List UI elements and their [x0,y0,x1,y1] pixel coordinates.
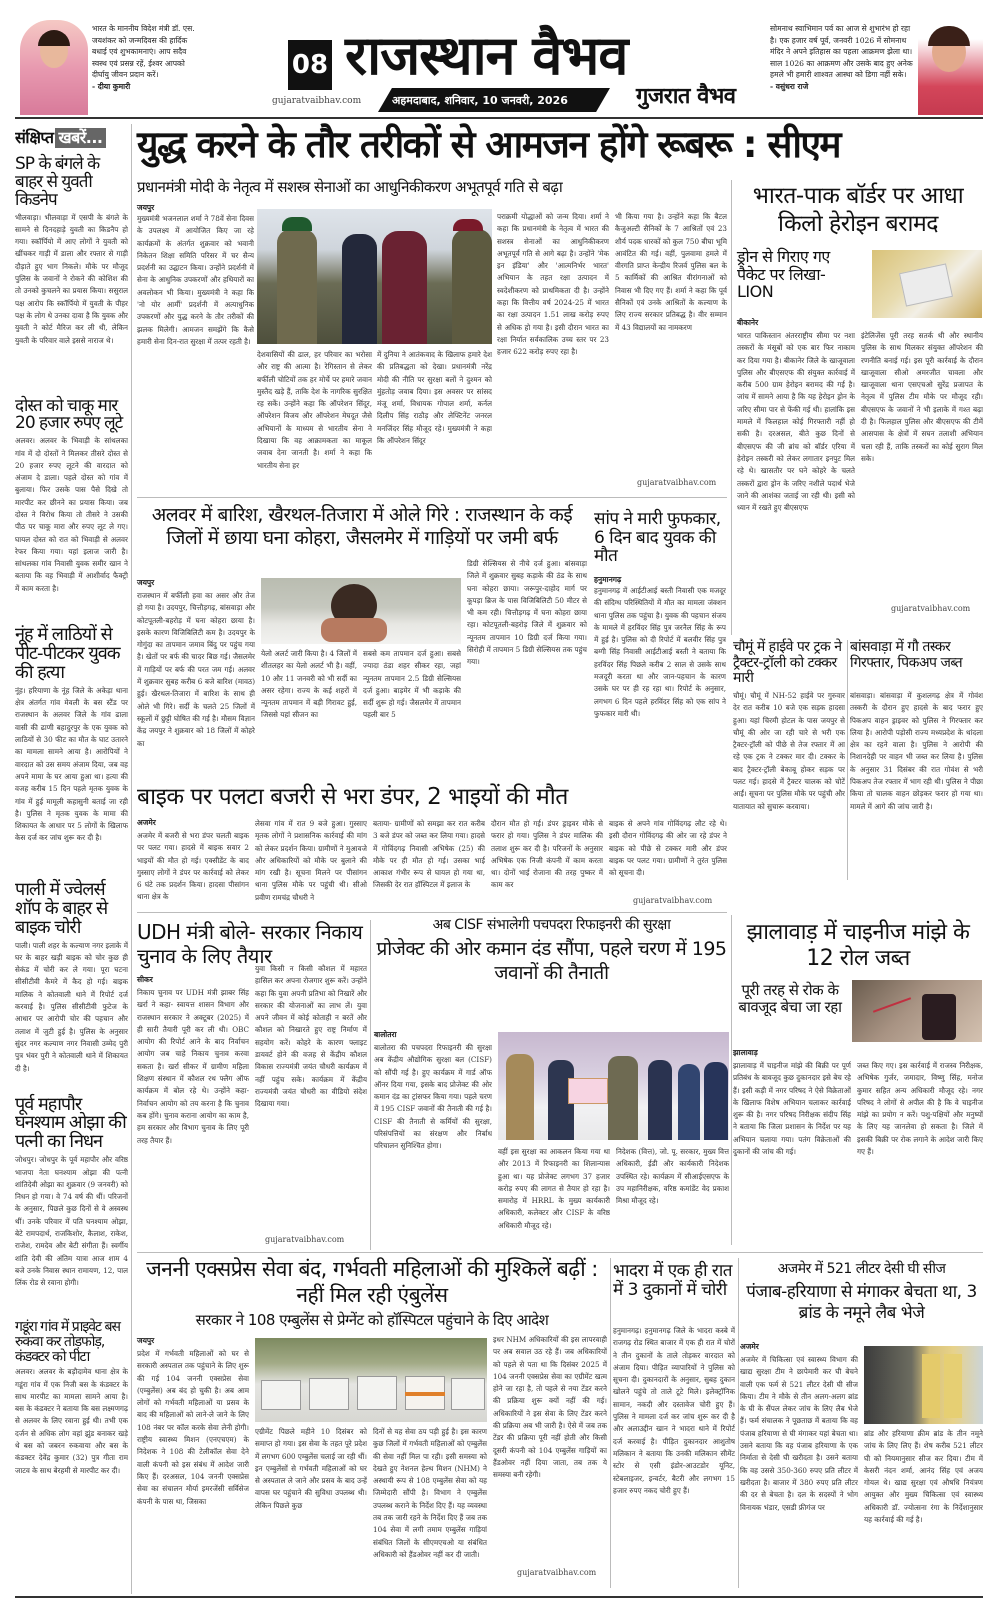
brief-body: अलवर। अलवर के भिवाड़ी के सांथलका गांव में दो दोस्तों ने मिलकर तीसरे दोस्त से 20 हजार रुपए लूटने की वारदात को अंजाम दे डाला। पहले दोस्त को गांव में बुलाया। फिर उसके पास पैसे दिखे तो मारपीट कर छीनने का प्रयास किया। जब दोस्त ने विरोध किया तो तीसरे ने उसकी पीठ पर चाकू मारा और रुपए लूट ले गए। घायल दोस्त को रात को भिवाड़ी से अलवर रेफर किया गया। यहां इलाज जारी है। सांथलका गांव निवासी युवक समीर खान ने बताया कि वह भिवाड़ी में आशीर्वाद फैक्ट्री में काम करता है। [15,436,128,593]
border-dateline: बीकानेर [737,318,759,327]
jhalawar-headline[interactable]: झालावाड़ में चाइनीज मांझे के 12 रोल जब्त [746,920,970,972]
issue-date: अहमदाबाद, शनिवार, 10 जनवरी, 2026 [392,94,568,107]
lead-col-5: भी किया गया है। उन्होंने कहा कि बैटल कैजुअल्टी सैनिकों के 7 आश्रितों एवं 23 शौर्य पदक धारकों को कुल 750 बीघा भूमि आवंटित की गई। वहीं, पुलवामा हमले में वीरगति प्राप्त केन्द्रीय रिजर्व पुलिस बल के 5 कार्मिकों की आश्रित वीरांगनाओं को निवास भी दिए गए हैं। शर्मा ने कहा कि पूर्व सैनिकों एवं उनके आश्रितों के कल्याण के लिए राज्य सरकार प्रतिबद्ध है। वीर सम्मान में 43 विद्यालयों का नामकरण [615,212,727,332]
right-quote-text: सोमनाथ स्वाभिमान पर्व का आज से शुभारंभ हो रहा है। एक हजार वर्ष पूर्व, जनवरी 1026 में सोमनाथ मंदिर ने अपने इतिहास का पहला आक्रमण झेला था। साल 1026 का आक्रमण और उसके बाद हुए अनेक हमले भी हमारी शाश्वत आस्था को डिगा नहीं सके। [770,24,913,79]
right-quote [770,23,916,92]
chomu-headline[interactable]: चौमूं में हाईवे पर ट्रक ने ट्रैक्टर-ट्रॉली को टक्कर मारी [733,639,842,687]
brief-item [15,878,128,1090]
snake-headline[interactable]: सांप ने मारी फुफकार, 6 दिन बाद युवक की मौत [594,509,721,567]
janani-col-2: एग्रीमेंट पिछले महीने 10 दिसंबर को समाप्त हो गया। इस सेवा के तहत पूरे प्रदेश में लगभग 600 एम्बुलेंस चलाई जा रही थीं। इन एम्बुलेंसों से गर्भवती महिलाओं को घर से अस्पताल ले जाने और प्रसव के बाद उन्हें वापस घर पहुंचाने की सुविधा उपलब्ध थी। लेकिन पिछले कुछ [255,1427,367,1510]
janani-top-rule [137,1252,983,1253]
udh-story-body [137,964,367,1244]
brief-item [15,1320,128,1526]
weather-col-1: राजस्थान में बर्फीली हवा का असर और तेज हो गया है। उदयपुर, चित्तौड़गढ़, बांसवाड़ा और कोटपूतली-बहरोड़ में घना कोहरा छाया है। इसके कारण विजिबिलिटी कम है। उदयपुर के गोगुंदा का तापमान जमाव बिंदु पर पहुंच गया है। खेतों पर बर्फ की चादर बिछ गई। जैसलमेर में गाड़ियों पर बर्फ की परत जम गई। अलवर में शुक्रवार सुबह करीब 6 बजे बारिश (मावठ) हुई। खैरथल-तिजारा में बारिश के साथ ही ओले भी गिरे। सर्दी के चलते 25 जिलों में स्कूलों में छुट्टी घोषित की गई है। मौसम विज्ञान केंद्र जयपुर ने शुक्रवार को 18 जिलों में कोहरे का [137,591,255,748]
border-credit: gujaratvaibhav.com [891,604,971,613]
lead-col-3: में दुनिया ने आतंकवाद के खिलाफ हमारे देश की प्रतिबद्धता को देखा। प्रधानमंत्री नरेंद्र मोदी की नीति पर सुरक्षा बलों ने दुश्मन को मुंहतोड़ जवाब दिया। इस अवसर पर सांसद मंजू शर्मा, विधायक गोपाल शर्मा, कर्नल दिलीप सिंह राठौड़ और लेफ्टिनेंट जनरल मनजिंदर सिंह मौजूद रहे। मुख्यमंत्री ने कहा कि ऑपरेशन सिंदूर [377,350,492,446]
left-quote-text: भारत के माननीय विदेश मंत्री डॉ. एस. जयशंकर को जन्मदिवस की हार्दिक बधाई एवं शुभकामनाएं। आप सदैव स्वस्थ एवं प्रसन्न रहें, ईश्वर आपको दीर्घायु जीवन प्रदान करें। [92,24,195,79]
janani-col-1: प्रदेश में गर्भवती महिलाओं को घर से सरकारी अस्पताल तक पहुंचाने के लिए शुरू की गई 104 जननी एक्सप्रेस सेवा (एम्बुलेंस) अब बंद हो चुकी है। अब आम लोगों को गर्भवती महिलाओं या प्रसव के बाद की महिलाओं को लाने-ले जाने के लिए 108 नंबर पर कॉल करके सेवा लेनी होगी। राष्ट्रीय स्वास्थ्य मिशन (एनएचएम) के निदेशक ने 108 की टेलीकॉल सेवा देने वाली कंपनी को इस संबंध में आदेश जारी किए हैं। दरअसल, 104 जननी एक्सप्रेस सेवा का संचालन मौर्या इमरजेंसी सर्विसेज कंपनी के पास था, जिसका [137,1349,249,1506]
janani-photo-ambulances [255,1338,487,1422]
border-photo-heroin-packet [872,250,982,318]
udh-col-1: निकाय चुनाव पर UDH मंत्री झाबर सिंह खर्रा ने कहा- स्वायत्त शासन विभाग और राजस्थान सरकार ने अक्टूबर (2025) में ही सारी तैयारी पूरी कर ली थी। OBC आयोग की रिपोर्ट आने के बाद निर्वाचन आयोग जब चाहे निकाय चुनाव करवा सकता है। खर्रा सीकर में ग्रामीण महिला शिक्षण संस्थान में कौशल रथ फ्लैग ऑफ कार्यक्रम में बोल रहे थे। उन्होंने कहा- निर्वाचन आयोग को तय करना है कि चुनाव कब होंगे। चुनाव कराना आयोग का काम है, हम सरकार और विभाग चुनाव के लिए पूरी तरह तैयार हैं। [137,988,249,1145]
border-subheadline: ड्रोन से गिराए गए पैकेट पर लिखा- LION [737,247,830,302]
lead-story-body [137,203,727,493]
brief-headline[interactable]: गडूंरा गांव में प्राइवेट बस रुकवा कर तोड़फोड़, कंडक्टर को पीटा [15,1319,120,1365]
cisf-headline[interactable]: प्रोजेक्ट की ओर कमान दंड सौंपा, पहले चरण में 195 जवानों की तैनाती [376,938,727,984]
snake-story-body [594,575,726,781]
left-portrait [20,20,88,115]
newspaper-subtitle: गुजरात वैभव [636,84,736,109]
dumper-credit: gujaratvaibhav.com [633,896,713,905]
cisf-col-2: वहीं इस सुरक्षा का आकलन किया गया था और 2013 में रिफाइनरी का शिलान्यास हुआ था। यह प्रोजेक्ट लगभग 37 हजार करोड़ रुपए की लागत से तैयार हो रहा है। समारोह में HRRL के मुख्य कार्यकारी अधिकारी, कलेक्टर और CISF के वरिष्ठ अधिकारी मौजूद रहे। [498,1147,610,1230]
lead-col-2: देशवासियों की ढाल, हर परिवार का भरोसा और राष्ट्र की आत्मा है। रेगिस्तान से लेकर बर्फीली चोटियों तक हर मोर्चे पर हमारे जवान मुस्तैद खड़े हैं, ताकि देश के नागरिक सुरक्षित रह सकें। उन्होंने कहा कि ऑपरेशन सिंदूर, ऑपरेशन विजय और ऑपरेशन मेघदूत जैसे अभियानों के माध्यम से भारतीय सेना ने दिखाया कि वह आक्रामकता का माकूल जवाब देना जानती है। शर्मा ने कहा कि भारतीय सेना हर [257,350,372,470]
janani-headline[interactable]: जननी एक्सप्रेस सेवा बंद, गर्भवती महिलाओं की मुश्किलें बढ़ीं : नहीं मिल रही एंबुलेंस [146,1257,598,1307]
ghee-divider [738,1258,739,1588]
lead-dateline: जयपुर [137,203,155,212]
cisf-col-3: निदेशक (वित्त), जो. पू. सरकार, मुख्य वित्त अधिकारी, ईडी और कार्यकारी निदेशक उपस्थित रहे। कार्यक्रम में सीआईएसएफ के उप महानिरीक्षक, वरिष्ठ कमांडेंट वेद प्रकाश मिश्रा मौजूद रहे। [616,1147,729,1206]
lead-col-4: पराक्रमी योद्धाओं को जन्म दिया। शर्मा ने कहा कि प्रधानमंत्री के नेतृत्व में भारत की सशस्त्र सेनाओं का आधुनिकीकरण अभूतपूर्व गति से आगे बढ़ा है। उन्होंने 'मेक इन इंडिया' और 'आत्मनिर्भर भारत' अभियान के तहत रक्षा उत्पादन में स्वदेशीकरण को प्राथमिकता दी है। उन्होंने कहा कि वित्तीय वर्ष 2024-25 में भारत का रक्षा उत्पादन 1.51 लाख करोड़ रुपए से अधिक हो गया है। इसी दौरान भारत का रक्षा निर्यात सर्वकालिक उच्च स्तर पर 23 हजार 622 करोड़ रुपए रहा है। [497,212,609,357]
janani-story-body [137,1336,607,1591]
brief-headline[interactable]: SP के बंगले के बाहर से युवती किडनेप [15,154,100,210]
snake-dateline: हनुमानगढ़ [594,575,622,584]
banswara-body: बांसवाड़ा। बांसवाड़ा में कुशलगढ़ क्षेत्र में गोवंश तस्करी के दौरान हुए हादसे के बाद फरार हुए पिकअप वाहन ड्राइवर को पुलिस ने गिरफ्तार कर लिया है। आरोपी पड़ोसी राज्य मध्यप्रदेश के थांदला क्षेत्र का रहने वाला है। पुलिस ने आरोपी की निशानदेही पर वाहन भी जब्त कर लिया है। पुलिस के अनुसार 31 दिसंबर की रात गोवंश से भरी पिकअप तेज रफ्तार में भाग रही थी। पुलिस ने पीछा किया तो चालक वाहन छोड़कर फरार हो गया था। मामले में आगे की जांच जारी है। [850,691,983,811]
brief-body: भीलवाड़ा। भीलवाड़ा में एसपी के बंगले के सामने से दिनदहाड़े युवती का किडनैप हो गया। स्कॉर्पियो में आए लोगों ने युवती को खींचकर गाड़ी में डाला और रफ्तार से गाड़ी दौड़ाते हुए भाग निकले। मौके पर मौजूद पुलिस के जवानों ने रोकने की कोशिश की तो उनको कुचलने का प्रयास किया। ससुराल पक्ष आरोप कि स्कॉर्पियो में युवती के पीहर पक्ष के लोग थे उनका दावा है कि युवक और युवती ने कोर्ट मैरिज कर ली थी, लेकिन युवती के परिवार वाले इससे नाराज थे। [15,212,128,345]
right-column-divider [731,180,732,635]
dumper-col-1: अजमेर में बजरी से भरा डंपर चलती बाइक पर पलट गया। हादसे में बाइक सवार 2 भाइयों की मौत हो गई। एक्सीडेंट के बाद गुस्साए लोगों ने डंपर पर कार्रवाई को लेकर 6 घंटे तक प्रदर्शन किया। हादसा पीसांगन थाना क्षेत्र के [137,831,249,902]
weather-col-3: सबसे कम तापमान दर्ज हुआ। सबसे ज्यादा ठंडा शहर सीकर रहा, जहां न्यूनतम तापमान 2.5 डिग्री सेल्सियस दर्ज हुआ। बाड़मेर में भी कड़ाके की सर्दी शुरू हो गई। जैसलमेर में तापमान पहली बार 5 [363,649,461,720]
brief-body: नूंह। हरियाणा के नूंह जिले के अकेड़ा थाना क्षेत्र अंतर्गत गांव मेवली के बस स्टैंड पर राजस्थान के अलवर जिले के गांव ढाला वासी की ढाणी बहादुरपुर के एक युवक को लाठियों से 30 फीट का मौत के घाट उतारने का मामला सामने आया है। आरोपियों ने वारदात को उस समय अंजाम दिया, जब वह अपने मामा के घर आया हुआ था। हत्या की वजह करीब 15 दिन पहले मृतक युवक के गांव में हुई मामूली कहासुनी बताई जा रही है। पुलिस ने मृतक युवक के मामा की शिकायत के आधार पर 5 लोगों के खिलाफ केस दर्ज कर जांच शुरू कर दी है। [15,685,128,843]
janani-col-4: इधर NHM अधिकारियों की इस लापरवाही पर अब सवाल उठ रहे हैं। जब अधिकारियों को पहले से पता था कि दिसंबर 2025 में 104 जननी एक्सप्रेस सेवा का एग्रीमेंट खत्म होने जा रहा है, तो पहले से नया टेंडर करने की प्रक्रिया शुरू क्यों नहीं की गई। अधिकारियों ने इस सेवा के लिए टेंडर करने की प्रक्रिया अब भी जारी है। ऐसे में जब तक टेंडर की प्रक्रिया पूरी नहीं होती और किसी दूसरी कंपनी को 104 एम्बुलेंस गाड़ियों का हैंडओवर नहीं दिया जाता, तब तक ये समस्या बनी रहेगी। [493,1335,607,1480]
website-url[interactable]: gujaratvaibhav.com [272,96,362,106]
border-col-2: इंटेलिजेंस पूरी तरह सतर्क थी और स्थानीय पुलिस के साथ मिलकर संयुक्त ऑपरेशन की रणनीति बनाई गई। इस पूरी कार्रवाई के दौरान खाजूवाला सीओ अमरजीत चावला और खाजूवाला थाना एसएचओ सुरेंद्र प्रजापत के नेतृत्व में पुलिस टीम मौके पर मौजूद रही। बीएसएफ के जवानों ने भी इलाके में गश्त बढ़ा दी है। फिलहाल पुलिस और बीएसएफ की टीमें आसपास के क्षेत्रों में सघन तलाशी अभियान चला रही हैं, ताकि तस्करों का कोई सुराग मिल सके। [861,331,983,463]
lead-subheadline: प्रधानमंत्री मोदी के नेतृत्व में सशस्त्र सेनाओं का आधुनिकीकरण अभूतपूर्व गति से बढ़ा [137,178,563,196]
dumper-dateline: अजमेर [137,818,156,827]
dumper-col-4: दौरान मौत हो गई। डंपर ड्राइवर मौके से फरार हो गया। पुलिस ने डंपर मालिक की तलाश शुरू कर दी है। परिजनों के अनुसार अभिषेक एक निजी कंपनी में काम करता था। दोनों भाई रोजाना की तरह पुष्कर में काम कर [491,819,603,890]
ghee-story-body [740,1342,983,1592]
brief-body: जोधपुर। जोधपुर के पूर्व महापौर और वरिष्ठ भाजपा नेता घनश्याम ओझा की पत्नी शांतिदेवी ओझा का शुक्रवार (9 जनवरी) को निधन हो गया। वे 74 वर्ष की थीं। परिजनों के अनुसार, पिछले कुछ दिनों से वे अस्वस्थ थीं। उनके परिवार में पति घनश्याम ओझा, बेटे रामपदार्थ, राजकिशोर, कैलाश, राकेश, राजेश, रामदेव और बेटी संगीता हैं। स्वर्गीय शांति देवी की अंतिम यात्रा आज शाम 4 बजे उनके निवास स्थान रामायण, 12, पाल लिंक रोड से रवाना होगी। [15,1155,128,1288]
cisf-story-body [374,1030,729,1250]
brief-news-label [15,124,128,152]
left-quote [92,23,202,92]
dumper-bottom-rule [137,912,727,913]
brief-body: पाली। पाली शहर के कल्याण नगर इलाके में घर के बाहर खड़ी बाइक को चोर कुछ ही सेकंड में चोरी कर ले गया। पूरा घटना सीसीटीवी कैमरे में कैद हो गई। बाइक मालिक ने कोतवाली थाने में रिपोर्ट दर्ज करवाई है। पुलिस सीसीटीवी फुटेज के आधार पर आरोपी चोर की पहचान और तलाश में जुटी हुई है। पुलिस के अनुसार सुंदर नगर कल्याण नगर निवासी उम्मेद पुरी पुत्र भंवर पुरी ने कोतवाली थाने में शिकायत दी है। [15,940,128,1073]
brief-headline[interactable]: नूंह में लाठियों से पीट-पीटकर युवक की हत्या [15,624,120,683]
weather-col-2: येलो अलर्ट जारी किया है। 4 जिलों में शीतलहर का येलो अलर्ट भी है। वहीं, 10 और 11 जनवरी को भी सर्दी का असर रहेगा। राज्य के कई शहरों में न्यूनतम तापमान में बड़ी गिरावट हुई, जिससे यहां सीजन का [261,649,357,720]
page-bottom-rule [15,1596,983,1598]
weather-col-4: डिग्री सेल्सियस से नीचे दर्ज हुआ। बांसवाड़ा जिले में शुक्रवार सुबह कड़ाके की ठंड के साथ घना कोहरा छाया। जरूपुर-दाहोद मार्ग पर कूपड़ा ब्रिज के पास विजिबिलिटी 50 मीटर से भी कम रही। चित्तौड़गढ़ में घना कोहरा छाया रहा। कोटपूतली-बहरोड़ जिले में शुक्रवार को न्यूनतम तापमान 10 डिग्री दर्ज किया गया। सिरोही में तापमान 5 डिग्री सेल्सियस तक पहुंच गया। [467,559,587,667]
jhalawar-col-1: झालावाड़ में चाइनीज मांझे की बिक्री पर पूर्ण प्रतिबंध के बावजूद कुछ दुकानदार इसे बेच रहे हैं। इसी कड़ी में नगर परिषद ने ऐसे विक्रेताओं के खिलाफ विशेष अभियान चलाकर कार्रवाई शुरू की है। नगर परिषद निरीक्षक संदीप सिंह ने बताया कि जिला प्रशासन के निर्देश पर यह अभियान चलाया गया। पतंग विक्रेताओं की दुकानों की जांच की गई। [733,1061,851,1157]
udh-divider [370,920,371,1250]
brief-headline[interactable]: पूर्व महापौर घनश्याम ओझा की पत्नी का निधन [15,1093,126,1153]
brief-headline[interactable]: दोस्त को चाकू मार 20 हजार रुपए लूटे [15,395,123,434]
brief-news-column [15,124,128,1594]
masthead-divider [15,117,983,119]
jhalawar-dateline: झालावाड़ [733,1048,758,1057]
cisf-photo-ceremony [498,1032,729,1140]
jhalawar-col-2: जब्त किए गए। इस कार्रवाई में राजस्व निरीक्षक, अभिषेक गुर्जर, जमादार, विष्णु सिंह, मनोज कुमार सहित अन्य अधिकारी मौजूद रहे। नगर परिषद ने लोगों से अपील की है कि वे चाइनीज मांझे का प्रयोग न करें। पशु-पक्षियों और मनुष्यों के लिए यह जानलेवा हो सकता है। जिले में इसकी बिक्री पर रोक लगाने के आदेश जारी किए गए हैं। [857,1061,983,1157]
janani-col-3: दिनों से यह सेवा ठप पड़ी हुई है। इस कारण कुछ जिलों में गर्भवती महिलाओं को एम्बुलेंस की सेवा नहीं मिल पा रही। इसी समस्या को देखते हुए नेशनल हेल्थ मिशन (NHM) ने अस्थायी रूप से 108 एम्बुलेंस सेवा को यह जिम्मेदारी सौंपी है। विभाग ने एम्बुलेंस उपलब्ध कराने के निर्देश दिए हैं। यह व्यवस्था तब तक जारी रहने के निर्देश दिए हैं जब तक 104 सेवा में लगी तमाम एम्बुलेंस गाड़ियां संबंधित जिलों के सीएमएचओ या संबंधित अधिकारी को हैंडओवर नहीं कर दी जाती। [373,1427,487,1559]
brief-label-b: खबरें... [55,128,105,149]
ghee-dateline: अजमेर [740,1342,759,1351]
jhalawar-subheadline: पूरी तरह से रोक के बावजूद बेचा जा रहा [738,981,842,1016]
cisf-col-1: बालोतरा की पचपदरा रिफाइनरी की सुरक्षा अब केंद्रीय औद्योगिक सुरक्षा बल (CISF) को सौंपी गई है। हुए कार्यक्रम में गार्ड ऑफ ऑनर दिया गया, इसके बाद प्रोजेक्ट की ओर कमान दंड का ट्रांसफर किया गया। पहले चरण में 195 CISF जवानों की तैनाती की गई है। CISF की तैनाती से कर्मियों की सुरक्षा, परिसंपत्तियों का संरक्षण और निर्बाध परिचालन सुनिश्चित होगा। [374,1043,492,1151]
dumper-col-2: लेसवा गांव में रात 9 बजे हुआ। गुस्साए मृतक लोगों ने प्रशासनिक कार्रवाई की मांग को लेकर प्रदर्शन किया। ग्रामीणों ने मुआवजे और अधिकारियों को मौके पर बुलाने की मांग रखी है। सूचना मिलने पर पीसांगन थाना पुलिस मौके पर पहुंची थी। सीओ प्रवीण रामचंद्र चौधरी ने [255,819,367,902]
brief-body: अलवर। अलवर के बड़ौदामेव थाना क्षेत्र के गडूंरा गांव में एक निजी बस के कंडक्टर के साथ मारपीट का मामला सामने आया है। बस के कंडक्टर ने बताया कि बस लक्ष्मणगढ़ से अलवर के लिए रवाना हुई थी। तभी एक दर्जन से अधिक लोग वहां झुंड बनाकर खड़े थे बस को जबरन रुकवाया और बस के कंडक्टर देवेंद्र कुमार (32) पुत्र गीता राम जाटव के साथ बेरहमी से मारपीट कर दी। [15,1367,128,1475]
brief-headline[interactable]: पाली में ज्वेलर्स शॉप के बाहर से बाइक चोरी [15,878,108,938]
bhadra-divider [610,1258,611,1588]
ghee-col-2: ब्रांड और हरियाणा क्रीम ब्रांड के तीन नमूने जांच के लिए लिए हैं। शेष करीब 521 लीटर घी को नियमानुसार सीज कर दिया। टीम में केसरी नंदन शर्मा, आनंद सिंह एवं अजय गोयल थे। खाद्य सुरक्षा एवं औषधि नियंत्रण आयुक्त और मुख्य चिकित्सा एवं स्वास्थ्य अधिकारी डॉ. ज्योत्सना रंगा के निर्देशानुसार यह कार्रवाई की गई है। [864,1429,983,1525]
right-quote-author: - वसुंधरा राजे [770,81,809,91]
brief-item [15,1093,128,1315]
masthead [0,0,1000,120]
dumper-col-3: बताया- ग्रामीणों को समझा कर रात करीब 3 बजे डंपर को जब्त कर लिया गया। हादसे में गोविंदगढ़ निवासी अभिषेक (25) की मौके पर ही मौत हो गई। उसका भाई आकाश गंभीर रूप से घायल हो गया था, जिसकी देर रात हॉस्पिटल में इलाज के [373,819,485,890]
dumper-headline[interactable]: बाइक पर पलटा बजरी से भरा डंपर, 2 भाइयों की मौत [137,784,568,810]
bhadra-headline[interactable]: भादरा में एक ही रात में 3 दुकानों में चोरी [613,1261,732,1300]
weather-headline[interactable]: अलवर में बारिश, खैरथल-तिजारा में ओले गिरे : राजस्थान के कई जिलों में छाया घना कोहरा, जैसलमेर में गाड़ियों पर जमी बर्फ [151,504,573,549]
ghee-headline[interactable]: पंजाब-हरियाणा से मंगाकर बेचता था, 3 ब्रांड के नमूने लैब भेजे [746,1282,977,1324]
udh-credit: gujaratvaibhav.com [265,1235,345,1244]
udh-col-2: युवा किसी न किसी कौशल में महारत हासिल कर अपना रोजगार शुरू करें। उन्होंने कहा कि युवा अपनी प्रतिभा को निखारें और सरकार की योजनाओं का लाभ लें। युवा अपने जीवन में कोई कोताही न बरतें और कौशल को निखारते हुए राष्ट्र निर्माण में सहयोग करें। कोहरे के कारण फ्लाइट डायवर्ट होने की वजह से केंद्रीय कौशल विकास राज्यमंत्री जयंत चौधरी कार्यक्रम में नहीं पहुंच सके। कार्यक्रम में केंद्रीय राज्यमंत्री जयंत चौधरी का वीडियो संदेश दिखाया गया। [255,964,367,1109]
janani-subheadline: सरकार ने 108 एम्बुलेंस से प्रेग्नेंट को हॉस्पिटल पहुंचाने के दिए आदेश [195,1311,549,1329]
bhadra-body: हनुमानगढ़। हनुमानगढ़ जिले के भादरा कस्बे में राजगढ़ रोड स्थित बाजार में एक ही रात में चोरों ने तीन दुकानों के ताले तोड़कर वारदात को अंजाम दिया। पीड़ित व्यापारियों ने पुलिस को सूचना दी। दुकानदारों के अनुसार, सुबह दुकान खोलने पहुंचे तो ताले टूटे मिले। इलेक्ट्रॉनिक सामान, नकदी और दस्तावेज चोरी हुए हैं। पुलिस ने मामला दर्ज कर जांच शुरू कर दी है और अलाउद्दीन खान ने भादरा थाने में रिपोर्ट दर्ज करवाई है। पीड़ित दुकानदार आशुतोष मलिकान ने बताया कि उनकी मलिकान सीमेंट स्टोर से एसी इंडोर-आउटडोर यूनिट, स्टेबलाइजर, इन्वर्टर, बैटरी और लगभग 15 हजार रुपए नकद चोरी हुए हैं। [613,1326,735,1495]
brief-label-a: संक्षिप्त [15,127,54,147]
chomu-body: चौमूं। चौमूं में NH-52 हाईवे पर गुरुवार देर रात करीब 10 बजे एक सड़क हादसा हुआ। यहां चिरमी होटल के पास जयपुर से चौमूं की ओर जा रही चारे से भरी एक ट्रैक्टर-ट्रॉली को पीछे से तेज रफ्तार में आ रहे एक ट्रक ने टक्कर मार दी। टक्कर के बाद ट्रैक्टर-ट्रॉली बेकाबू होकर सड़क पर पलट गई। हादसे में ट्रैक्टर चालक को चोटें आईं। सूचना पर पुलिस मौके पर पहुंची और यातायात को सुचारू करवाया। [733,691,845,811]
jhalawar-photo-manjha [852,980,982,1042]
udh-dateline: सीकर [137,975,153,984]
border-headline[interactable]: भारत-पाक बॉर्डर पर आधा किलो हेरोइन बरामद [752,183,964,237]
border-col-1: भारत पाकिस्तान अंतरराष्ट्रीय सीमा पर नशा तस्करों के मंसूबों को एक बार फिर नाकाम कर दिया गया है। बीकानेर जिले के खाजूवाला पुलिस और बीएसएफ की संयुक्त कार्रवाई में करीब 500 ग्राम हेरोइन बरामद की गई है। जांच में सामने आया है कि यह हेरोइन ड्रोन के जरिए सीमा पार से फेंकी गई थी। हालांकि इस मामले में फिलहाल कोई गिरफ्तारी नहीं हो सकी है। दरअसल, बीते कुछ दिनों से बीएसएफ की जी ब्रांच को बॉर्डर एरिया में हेरोइन तस्करी को लेकर लगातार इनपुट मिल रहे थे। खासतौर पर घने कोहरे के चलते तस्करों द्वारा ड्रोन के जरिए नशीले पदार्थ भेजे जाने की आशंका जताई जा रही थी। इसी को ध्यान में रखते हुए बीएसएफ [737,331,855,513]
left-quote-author: - दीया कुमारी [92,81,131,91]
lead-photo-army-exhibition [257,209,492,344]
weather-story-body [137,559,587,783]
weather-photo-snow [261,578,461,644]
ghee-col-1: अजमेर में चिकित्सा एवं स्वास्थ्य विभाग की खाद्य सुरक्षा टीम ने छापेमारी कर घी बेचने वाली एक फर्म से 521 लीटर देसी घी सीज किया। टीम ने मौके से तीन अलग-अलग ब्रांड के घी के सैंपल लेकर जांच के लिए लैब भेजे हैं। फर्म संचालक ने पूछताछ में बताया कि वह पंजाब हरियाणा से घी मंगाकर यहां बेचता था। उसने बताया कि वह पंजाब हरियाणा के एक निर्माता से देसी घी खरीदता है। उसने बताया कि वह उससे 350-360 रुपए प्रति लीटर में खरीदता है। बाजार में 380 रुपए प्रति लीटर की दर से बेचता है। दल के सदस्यों ने भोग विनायक भंडार, एसडी फ्रीगंज पर [740,1355,858,1512]
dumper-story-body [137,818,727,908]
lead-bottom-rule [137,497,727,498]
brief-item [15,626,128,875]
chomu-divider [847,640,848,880]
weather-dateline: जयपुर [137,578,155,587]
janani-dateline: जयपुर [137,1336,155,1345]
ghee-kicker: अजमेर में 521 लीटर देसी घी सीज [777,1261,946,1277]
newspaper-title: राजस्थान वैभव [345,24,628,87]
cisf-kicker: अब CISF संभालेगी पचपदरा रिफाइनरी की सुरक्षा [432,917,671,933]
udh-headline[interactable]: UDH मंत्री बोले- सरकार निकाय चुनाव के लिए तैयार [137,920,363,968]
banswara-headline[interactable]: बांसवाड़ा में गौ तस्कर गिरफ्तार, पिकअप जब्त [850,639,963,671]
right-portrait [918,20,983,115]
cisf-dateline: बालोतरा [374,1030,397,1039]
page-number: 08 [288,40,332,90]
lead-credit: gujaratvaibhav.com [637,478,717,487]
dumper-col-5: बाइक से अपने गांव गोविंदगढ़ लौट रहे थे। इसी दौरान गोविंदगढ़ की ओर जा रहे डंपर ने बाइक को पीछे से टक्कर मारी और डंपर बाइक पर पलट गया। ग्रामीणों ने तुरंत पुलिस को सूचना दी। [609,819,727,878]
ghee-photo-seized [864,1346,983,1424]
lead-col-1: मुख्यमंत्री भजनलाल शर्मा ने 78वें सेना दिवस के उपलक्ष्य में आयोजित किए जा रहे कार्यक्रमों के अंतर्गत शुक्रवार को भवानी निकेतन शिक्षा समिति परिसर में चर सैन्य प्रदर्शनी का उद्घाटन किया। उन्होंने प्रदर्शनी में सेना के आधुनिक उपकरणों और हथियारों का अवलोकन भी किया। मुख्यमंत्री ने कहा कि 'नो योर आर्मी' प्रदर्शनी में अत्याधुनिक उपकरणों और युद्ध करने के तौर तरीकों की झलक मिलेगी। आमजन समझेंगे कि कैसे हमारी सेना दिन-रात सुरक्षा में तत्पर रहती है। [137,214,254,346]
border-story-body [737,318,983,613]
lead-headline[interactable]: युद्ध करने के तौर तरीकों से आमजन होंगे रूबरू : सीएम [137,123,841,166]
snake-body: हनुमानगढ़ में आईटीआई बस्ती निवासी एक मजदूर की संदिग्ध परिस्थितियों में मौत का मामला जंक्शन थाना पुलिस तक पहुंचा है। युवक की पहचान संजय के मामले में हरविंदर सिंह पुत्र जरनैल सिंह के रूप में हुई है। पुलिस को दी रिपोर्ट में बलवीर सिंह पुत्र बग्गी सिंह निवासी आईटीआई बस्ती ने बताया कि हरविंदर सिंह पिछले करीब 2 साल से उसके साथ मजदूरी करता था और जान-पहचान के कारण उसके घर पर ही रह रहा था। रिपोर्ट के अनुसार, लगभग 6 दिन पहले हरविंदर सिंह को एक सांप ने फुफकार मारी थी। [594,586,726,718]
jhalawar-story-body [733,1048,983,1157]
brief-item [15,156,128,392]
brief-column-divider [131,124,132,1594]
jhalawar-divider [731,915,732,1245]
brief-item [15,395,128,621]
janani-credit: gujaratvaibhav.com [517,1568,597,1577]
